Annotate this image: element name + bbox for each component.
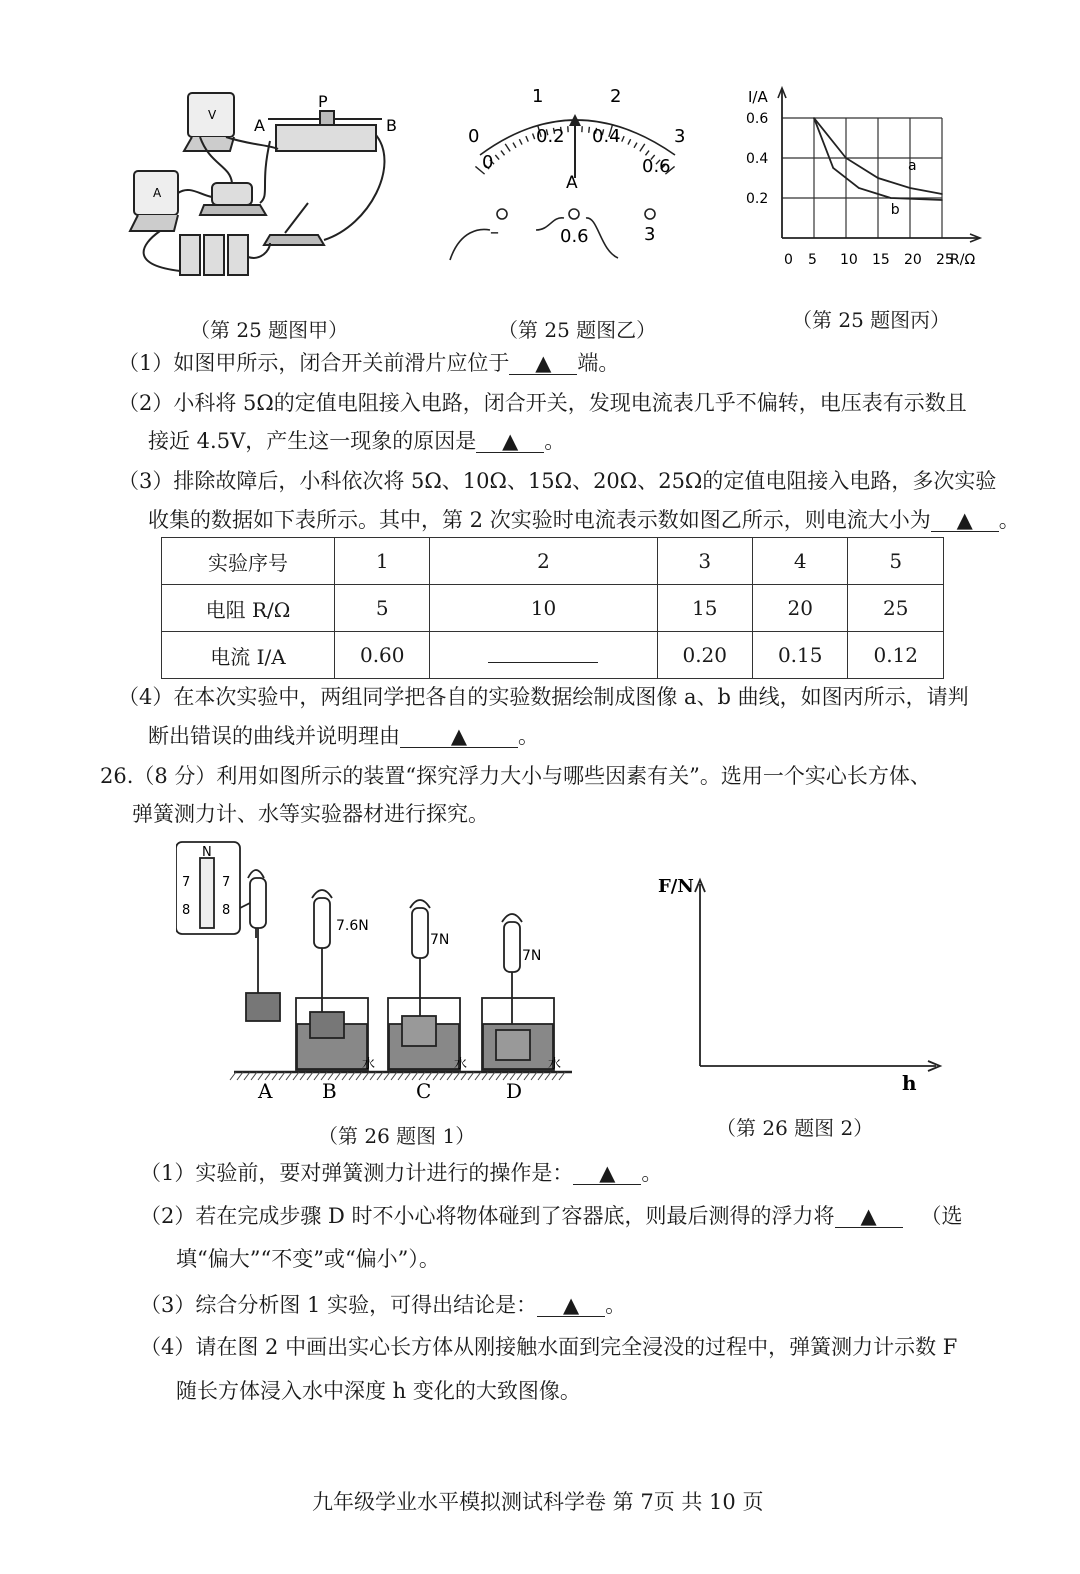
table-cell: 5 [848,538,944,585]
dial-tick [628,139,631,144]
dial-tick [640,144,645,152]
table-cell: 0.15 [752,632,847,679]
table-cell: 10 [430,585,657,632]
scale-unit-label: N [202,845,212,860]
dial-tick [634,143,637,148]
q25-sub4-line1: （4）在本次实验中，两组同学把各自的实验数据绘制成图像 a、b 曲线，如图丙所示，请判 [118,685,969,709]
circuit-diagram [120,85,420,285]
table-row-resistance [162,585,944,632]
ammeter-label: A [153,186,162,200]
table-cell-blank[interactable] [430,632,657,679]
q26-title: 26.（8 分）利用如图所示的装置“探究浮力大小与哪些因素有关”。选用一个实心长方体、 [100,764,931,788]
data-point-b [890,197,892,199]
x-tick-label: 25 [936,252,954,268]
q26-sub2-line2: 填“偏大”“不变”或“偏小”）。 [176,1247,440,1271]
water-label-c: 水 [454,1057,468,1072]
reading-c: 7N [430,932,450,948]
q25-sub4-end: 。 [518,724,539,748]
dial-top-3: 3 [674,126,686,147]
ammeter-dial [440,80,710,280]
dial-tick [501,151,505,156]
fig25-jia-caption: （第 25 题图甲） [190,318,349,342]
q26-sub1-answer-blank[interactable]: ▲ [573,1163,641,1185]
dial-tick [622,136,624,142]
y-tick-label: 0.2 [746,191,769,207]
q25-sub2-line2 [148,431,565,453]
dial-bottom-0.4: 0.4 [592,126,621,147]
q25-sub3-line1: （3）排除故障后，小科依次将 5Ω、10Ω、15Ω、20Ω、25Ω的定值电阻接入电路，多次实验 [118,469,997,493]
table-cell: 电阻 R/Ω [162,585,335,632]
dial-tick [519,139,522,144]
step-label-c: C [416,1079,432,1103]
rheostat-end-b-label: B [386,116,397,135]
rheostat-end-a-label: A [254,116,265,135]
data-point-a [909,187,911,189]
q26-sub1-end: 。 [641,1161,663,1185]
fig25-yi-caption: （第 25 题图乙） [498,318,657,342]
table-cell: 20 [752,585,847,632]
f-h-axes [650,870,950,1100]
step-label-a: A [258,1079,273,1103]
data-point-a [877,177,879,179]
terminal-negative: – [490,222,499,243]
q26-sub2-answer-blank[interactable]: ▲ [835,1206,903,1228]
q25-sub1-text: （1）如图甲所示，闭合开关前滑片应位于 [118,351,510,375]
reading-b: 7.6N [336,918,369,934]
q25-sub4-line2 [148,726,539,748]
dial-bottom-0.2: 0.2 [536,126,565,147]
data-point-b [858,187,860,189]
q26-sub1-text: （1）实验前，要对弹簧测力计进行的操作是： [140,1161,574,1185]
x-tick-label: 0 [784,252,793,268]
q25-sub1-answer-blank[interactable]: ▲ [509,353,577,375]
voltmeter-label: V [208,108,217,122]
dial-bottom-0.6: 0.6 [642,156,671,177]
q25-sub1-end: 端。 [577,351,620,375]
q26-sub3-answer-blank[interactable]: ▲ [537,1295,605,1317]
dial-top-0: 0 [468,126,480,147]
water-label-d: 水 [548,1057,562,1072]
q25-sub2-line1: （2）小科将 5Ω的定值电阻接入电路，闭合开关，发现电流表几乎不偏转，电压表有示数且 [118,391,967,415]
table-cell: 实验序号 [162,538,335,585]
table-cell: 0.12 [848,632,944,679]
table-row-current [162,632,944,679]
buoyancy-experiment-figure [176,838,586,1108]
ir-chart [740,82,1000,282]
q26-title2: 弹簧测力计、水等实验器材进行探究。 [132,802,489,826]
ground-hatch [230,1072,236,1080]
q26-sub2-hint: （选 [920,1204,963,1228]
series-label-a: a [908,158,917,174]
dial-tick [645,151,649,156]
q25-sub2-end: 。 [544,429,566,453]
table-row-header [162,538,944,585]
table-cell: 4 [752,538,847,585]
q26-sub1 [140,1163,662,1185]
data-point-b [832,167,834,169]
q25-sub3-end: 。 [998,508,1020,532]
q25-data-table [161,537,944,679]
dial-tick [505,144,510,152]
terminal-3: 3 [644,224,656,245]
q25-sub4-answer-blank[interactable]: ▲ [400,726,518,748]
data-point-a [941,193,943,195]
table-cell: 0.60 [335,632,430,679]
step-label-b: B [322,1079,337,1103]
y-axis-label: I/A [748,88,768,106]
table-cell: 0.20 [657,632,752,679]
scale-mark-left-8: 8 [182,903,191,918]
table-cell: 25 [848,585,944,632]
data-point-a [845,157,847,159]
x-tick-label: 5 [808,252,817,268]
series-label-b: b [890,202,900,218]
x-axis-label: R/Ω [950,252,976,268]
page-footer: 九年级学业水平模拟测试科学卷 第 7页 共 10 页 [312,1490,764,1514]
scale-mark-right-7: 7 [222,875,231,890]
y-tick-label: 0.6 [746,111,769,127]
step-label-d: D [506,1079,523,1103]
dial-tick [513,143,516,148]
q26-sub2-text: （2）若在完成步骤 D 时不小心将物体碰到了容器底，则最后测得的浮力将 [140,1204,835,1228]
slider-p-label: P [318,92,328,111]
q25-sub3-line2 [148,510,1020,532]
fig26-1-caption: （第 26 题图 1） [318,1124,476,1148]
f-axis-label: F/N [658,876,694,897]
table-cell: 15 [657,585,752,632]
x-tick-label: 10 [840,252,858,268]
dial-tick [589,127,590,133]
q25-sub4-text: 断出错误的曲线并说明理由 [148,724,400,748]
table-cell: 3 [657,538,752,585]
q25-sub2-text: 接近 4.5V，产生这一现象的原因是 [148,429,477,453]
fig26-2-caption: （第 26 题图 2） [716,1116,874,1140]
y-tick-label: 0.4 [746,151,769,167]
h-axis-label: h [902,1071,917,1095]
dial-tick [526,136,528,142]
table-cell: 电流 I/A [162,632,335,679]
dial-tick [495,155,499,160]
data-point-b [941,199,943,201]
fig25-bing-caption: （第 25 题图丙） [792,308,951,332]
dial-bottom-0: 0 [482,152,494,173]
dial-tick [533,133,535,139]
q25-sub3-text: 收集的数据如下表所示。其中，第 2 次实验时电流表示数如图乙所示，则电流大小为 [148,508,931,532]
reading-d: 7N [522,948,542,964]
q26-sub4-line2: 随长方体浸入水中深度 h 变化的大致图像。 [176,1379,581,1403]
q26-sub3-text: （3）综合分析图 1 实验，可得出结论是： [140,1293,538,1317]
table-cell: 5 [335,585,430,632]
water-label-b: 水 [362,1057,376,1072]
q25-sub2-answer-blank[interactable]: ▲ [476,431,544,453]
q26-sub2-line1 [140,1206,963,1228]
dial-top-1: 1 [532,86,544,107]
table-cell: 2 [430,538,657,585]
scale-mark-left-7: 7 [182,875,191,890]
q25-sub1 [118,353,619,375]
terminal-0.6: 0.6 [560,226,589,247]
x-tick-label: 20 [904,252,922,268]
scale-mark-right-8: 8 [222,903,231,918]
q26-sub4-line1: （4）请在图 2 中画出实心长方体从刚接触水面到完全浸没的过程中，弹簧测力计示数 F [140,1335,958,1359]
q26-sub3-end: 。 [605,1293,627,1317]
q26-sub3 [140,1295,626,1317]
current-answer-blank[interactable] [488,642,598,663]
dial-needle-label: A [566,173,578,193]
q25-sub3-answer-blank[interactable]: ▲ [931,510,999,532]
data-point-b [813,117,815,119]
dial-top-2: 2 [610,86,622,107]
x-tick-label: 15 [872,252,890,268]
table-cell: 1 [335,538,430,585]
